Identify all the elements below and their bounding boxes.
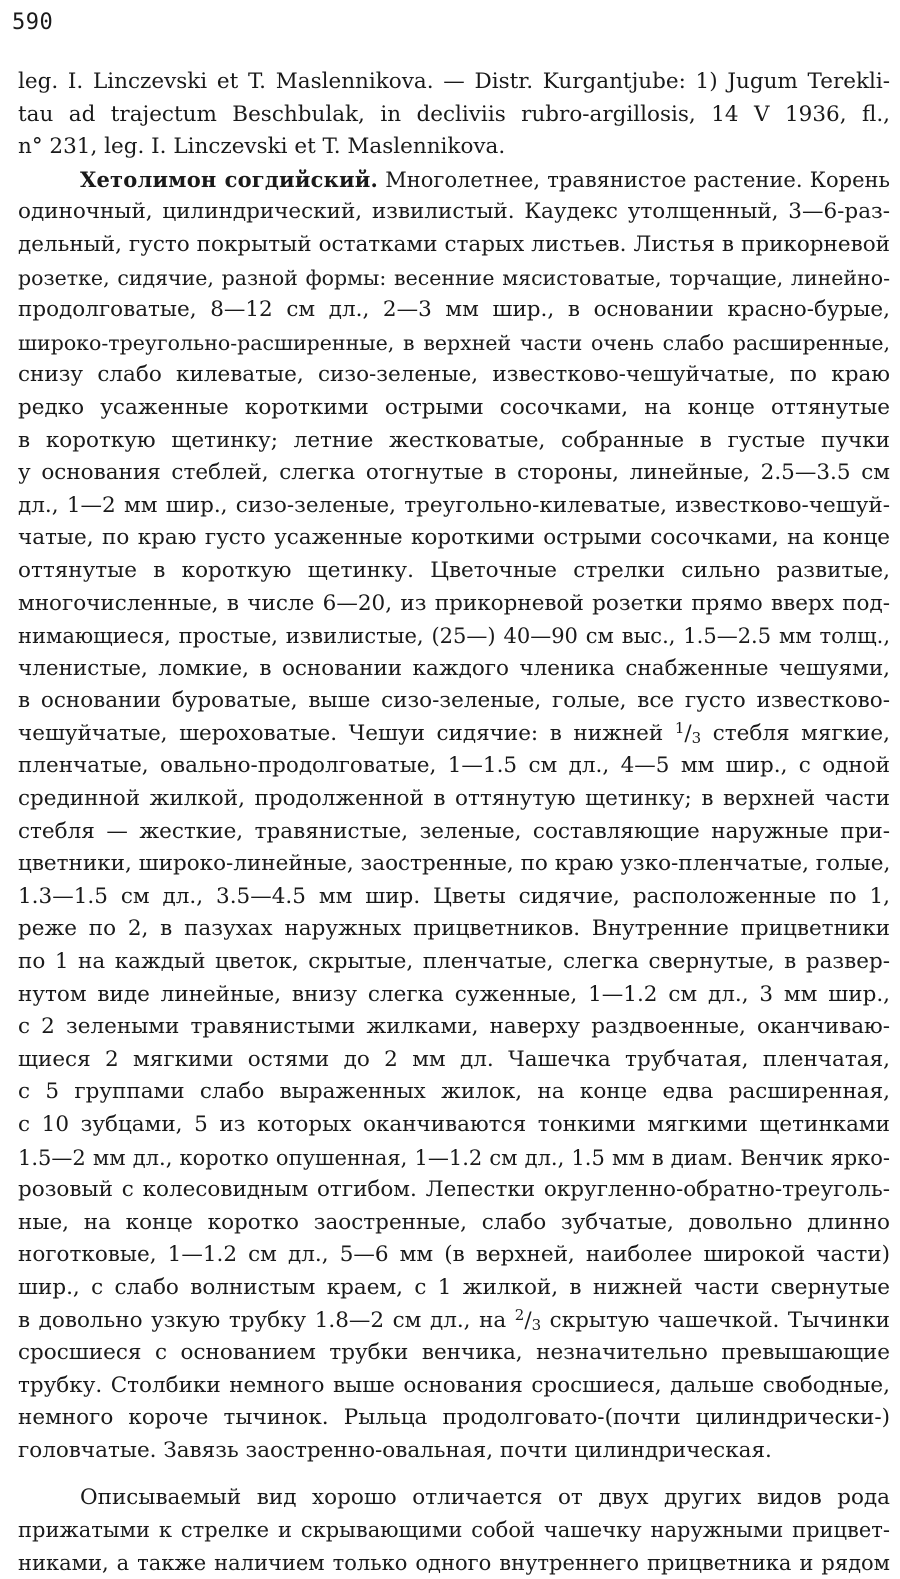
text-line: в основании буроватые, выше сизо-зеленые, голые, все густо известково- [18,688,890,714]
text-line: с 10 зубцами, 5 из которых оканчиваются тонкими мягкими щетинками [18,1112,890,1137]
text-line: немного короче тычинок. Рыльца продолговато-(почти цилиндрически-) [18,1405,890,1431]
text-line: чатые, по краю густо усаженные короткими острыми сосочками, на конце [18,525,890,551]
text-line: 1.3—1.5 см дл., 3.5—4.5 мм шир. Цветы сидячие, расположенные по 1, [18,883,890,909]
fraction-numerator: 1 [674,718,685,737]
text-block [18,66,890,1579]
text-line: реже по 2, в пазухах наружных прицветников. Внутренние прицветники [18,916,890,942]
text-line: дл., 1—2 мм шир., сизо-зеленые, треугольно-килеватые, известково-чешуй- [18,492,890,518]
text-line: членистые, ломкие, в основании каждого членика снабженные чешуями, [18,655,890,681]
text-line: стебля — жесткие, травянистые, зеленые, составляющие наружные при- [18,818,890,844]
page-number: 590 [12,10,54,35]
fraction-numerator: 2 [514,1305,525,1324]
text-line: прижатыми к стрелке и скрывающими собой чашечку наружными прицвет- [18,1518,890,1543]
text-line: нимающиеся, простые, извилистые, (25—) 40—90 см выс., 1.5—2.5 мм толщ., [18,624,890,649]
text-line: снизу слабо килеватые, сизо-зеленые, известково-чешуйчатые, по краю [18,362,890,388]
text-line: нутом виде линейные, внизу слегка суженные, 1—1.2 см дл., 3 мм шир., [18,981,890,1007]
text-line: Описываемый вид хорошо отличается от двух других видов рода [80,1484,890,1510]
fraction-denominator: 3 [531,1315,542,1334]
text-line: сросшиеся с основанием трубки венчика, незначительно превышающие [18,1340,890,1366]
paragraph-gap [18,1468,890,1482]
text-line [18,718,890,751]
text-line: leg. I. Linczevski et T. Maslennikova. — Distr. Kurgantjube: 1) Jugum Terekli- [18,69,890,94]
text-line: в короткую щетинку; летние жестковатые, собранные в густые пучки [18,427,890,453]
text-line: никами, а также наличием только одного внутреннего прицветника и рядом [18,1550,890,1575]
text-span: скрытую чашечкой. Тычинки [541,1307,890,1333]
text-line: шир., с слабо волнистым краем, с 1 жилкой, в нижней части свернутые [18,1274,890,1300]
text-line: n° 231, leg. I. Linczevski et T. Maslennikova. [18,134,506,160]
text-line: розетке, сидячие, разной формы: весенние мясистоватые, торчащие, линейно- [18,265,890,290]
text-line: с 2 зелеными травянистыми жилками, наверху раздвоенные, оканчиваю- [18,1014,890,1040]
text-line: щиеся 2 мягкими остями до 2 мм дл. Чашечка трубчатая, пленчатая, [18,1046,890,1072]
text-line: срединной жилкой, продолженной в оттянутую щетинку; в верхней части [18,786,890,812]
fraction-denominator: 3 [691,728,702,747]
text-line: многочисленные, в числе 6—20, из прикорневой розетки прямо вверх под- [18,590,890,616]
text-line: оттянутые в короткую щетинку. Цветочные стрелки сильно развитые, [18,557,890,583]
text-line: дельный, густо покрытый остатками старых листьев. Листья в прикорневой [18,231,890,257]
text-line: редко усаженные короткими острыми сосочками, на конце оттянутые [18,394,890,420]
text-span: Многолетнее, травянистое растение. Корень [378,167,890,192]
species-title: Хетолимон согдийский. [80,166,379,192]
discussion-paragraph [18,1482,890,1579]
text-line [18,1305,890,1338]
text-line: ные, на конце коротко заостренные, слабо зубчатые, довольно длинно [18,1209,890,1235]
text-line: пленчатые, овально-продолговатые, 1—1.5 см дл., 4—5 мм шир., с одной [18,753,890,779]
text-line: розовый с колесовидным отгибом. Лепестки округленно-обратно-треуголь- [18,1177,890,1203]
text-line: головчатые. Завязь заостренно-овальная, почти цилиндрическая. [18,1437,772,1463]
text-line: ноготковые, 1—1.2 см дл., 5—6 мм (в верхней, наиболее широкой части) [18,1242,890,1268]
text-line: широко-треугольно-расширенные, в верхней части очень слабо расширенные, [18,330,890,355]
text-line: 1.5—2 мм дл., коротко опушенная, 1—1.2 см дл., 1.5 мм в диам. Венчик ярко- [18,1145,890,1170]
text-span: чешуйчатые, шероховатые. Чешуи сидячие: в нижней [18,720,675,746]
specimen-citation-paragraph [18,66,890,164]
fraction-slash: / [684,720,692,746]
text-line: у основания стеблей, слегка отогнутые в стороны, линейные, 2.5—3.5 см [18,460,890,486]
text-line: цветники, широко-линейные, заостренные, по краю узко-пленчатые, голые, [18,851,890,877]
species-description-paragraph [18,164,890,1468]
text-line: с 5 группами слабо выраженных жилок, на конце едва расширенная, [18,1079,890,1105]
text-line: продолговатые, 8—12 см дл., 2—3 мм шир., в основании красно-бурые, [18,297,890,323]
text-span: стебля мягкие, [701,720,890,746]
text-span: в довольно узкую трубку 1.8—2 см дл., на [18,1307,515,1333]
text-line: трубку. Столбики немного выше основания сросшиеся, дальше свободные, [18,1372,890,1398]
text-line [18,164,890,197]
text-line: по 1 на каждый цветок, скрытые, пленчатые, слегка свернутые, в развер- [18,949,890,975]
text-line: tau ad trajectum Beschbulak, in decliviis rubro-argillosis, 14 V 1936, fl., [18,101,890,127]
fraction-slash: / [524,1307,532,1333]
text-line: одиночный, цилиндрический, извилистый. Каудекс утолщенный, 3—6-раз- [18,199,890,225]
